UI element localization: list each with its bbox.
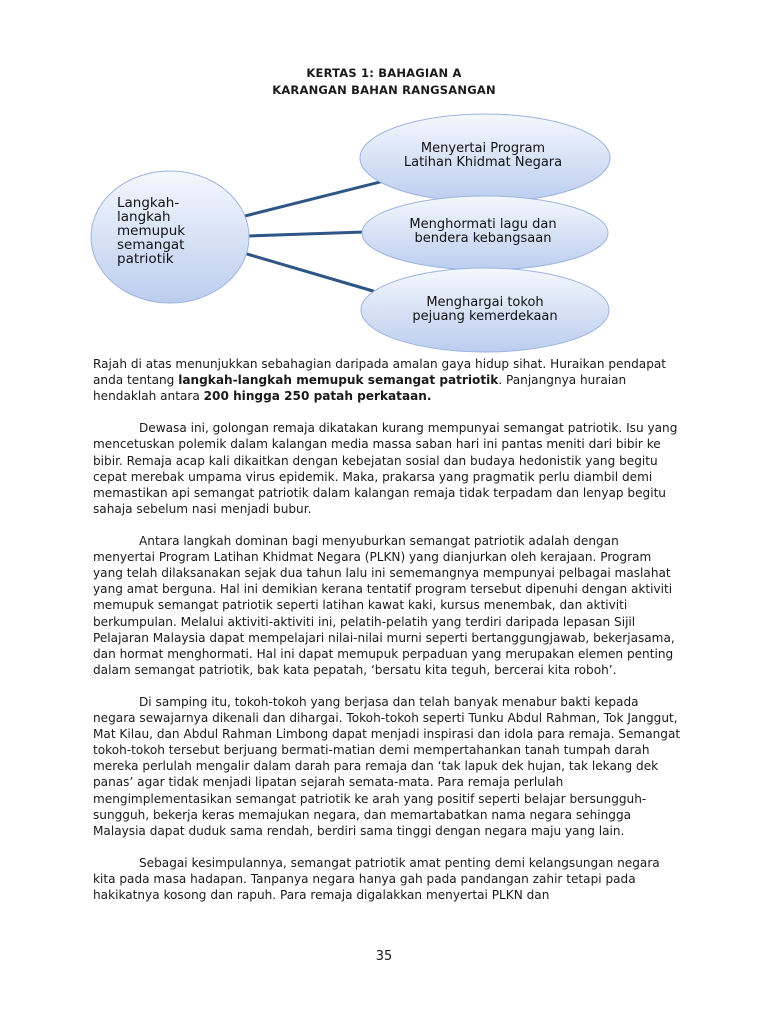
- branch-label-line: bendera kebangsaan: [414, 231, 552, 246]
- essay-paragraph-intro: Dewasa ini, golongan remaja dikatakan kurang mempunyai semangat patriotik. Isu yang mencetuskan polemik dalam kalangan media massa saban hari ini pantas meniti dari bibir ke bibir. Remaja acap kali dikaitkan dengan kebejatan sosial dan budaya hedonistik yang begitu cepat merebak umpama virus epidemik. Maka, prakarsa yang pragmatik perlu diambil demi memastikan api semangat patriotik dalam kalangan remaja tidak terpadam dan lenyap begitu sahaja sebelum nasi menjadi bubur.: [93, 421, 678, 516]
- center-label-line: patriotik: [117, 251, 174, 267]
- center-node-label: [117, 196, 237, 266]
- center-label-line: Langkah-: [117, 195, 180, 211]
- prompt-text: Rajah di atas menunjukkan sebahagian daripada amalan gaya hidup sihat. Huraikan pendapat anda tentang: [93, 357, 667, 388]
- connector-line-3: [247, 254, 373, 291]
- center-label-line: memupuk: [117, 223, 186, 239]
- branch-label-2: [363, 218, 603, 246]
- essay-paragraph-conclusion: Sebagai kesimpulannya, semangat patriotik amat penting demi kelangsungan negara kita pada masa hadapan. Tanpanya negara hanya gah pada pandangan zahir tetapi pada hakikatnya kosong dan rapuh. Para remaja digalakkan menyertai PLKN dan: [93, 855, 660, 903]
- branch-label-1: [363, 142, 603, 170]
- center-label-line: semangat: [117, 237, 185, 253]
- prompt-bold-topic: langkah-langkah memupuk semangat patriotik: [178, 373, 499, 388]
- essay-paragraph-2: Di samping itu, tokoh-tokoh yang berjasa dan telah banyak menabur bakti kepada negara sewajarnya dikenali dan dihargai. Tokoh-tokoh seperti Tunku Abdul Rahman, Tok Janggut, Mat Kilau, dan Abdul Rahman Limbong dapat menjadi inspirasi dan idola para remaja. Semangat tokoh-tokoh tersebut berjuang bermati-matian demi mempertahankan tanah tumpah darah mereka perlulah mengalir dalam darah para remaja dan ‘tak lapuk dek hujan, tak lekang dek panas’ agar tidak menjadi lipatan sejarah semata-mata. Para remaja perlulah mengimplementasikan semangat patriotik ke arah yang positif seperti belajar bersungguh-sungguh, bekerja keras memajukan negara, dan memartabatkan nama negara sehingga Malaysia dapat duduk sama rendah, berdiri sama tinggi dengan negara maju yang lain.: [93, 694, 681, 838]
- branch-label-line: pejuang kemerdekaan: [412, 309, 558, 324]
- center-label-line: langkah: [117, 209, 171, 225]
- branch-label-line: Latihan Khidmat Negara: [403, 155, 563, 170]
- branch-label-line: Menghormati lagu dan: [409, 217, 557, 232]
- essay-body: [93, 356, 683, 903]
- connector-line-2: [248, 232, 364, 236]
- question-prompt: [93, 356, 683, 404]
- branch-label-line: Menghargai tokoh: [426, 295, 544, 310]
- document-title-line-2: KARANGAN BAHAN RANGSANGAN: [272, 83, 496, 97]
- connector-line-1: [245, 181, 384, 216]
- prompt-bold-length: 200 hingga 250 patah perkataan.: [203, 389, 432, 404]
- document-title-line-1: KERTAS 1: BAHAGIAN A: [306, 66, 462, 80]
- prompt-text: . Panjangnya huraian hendaklah antara: [93, 373, 627, 404]
- branch-label-3: [365, 296, 605, 324]
- page-number: 35: [375, 949, 393, 964]
- branch-label-line: Menyertai Program: [420, 141, 546, 156]
- essay-paragraph-1: Antara langkah dominan bagi menyuburkan semangat patriotik adalah dengan menyertai Program Latihan Khidmat Negara (PLKN) yang dianjurkan oleh kerajaan. Program yang telah dilaksanakan sejak dua tahun lalu ini sememangnya mempunyai pelbagai maslahat yang amat berguna. Hal ini demikian kerana tentatif program tersebut dipenuhi dengan aktiviti memupuk semangat patriotik seperti latihan kawat kaki, kursus menembak, dan aktiviti berkumpulan. Melalui aktiviti-aktiviti ini, pelatih-pelatih yang terdiri daripada lepasan Sijil Pelajaran Malaysia dapat mempelajari nilai-nilai murni seperti bertanggungjawab, bekerjasama, dan hormat menghormati. Hal ini dapat memupuk perpaduan yang merupakan elemen penting dalam semangat patriotik, bak kata pepatah, ‘bersatu kita teguh, bercerai kita roboh’.: [93, 534, 675, 677]
